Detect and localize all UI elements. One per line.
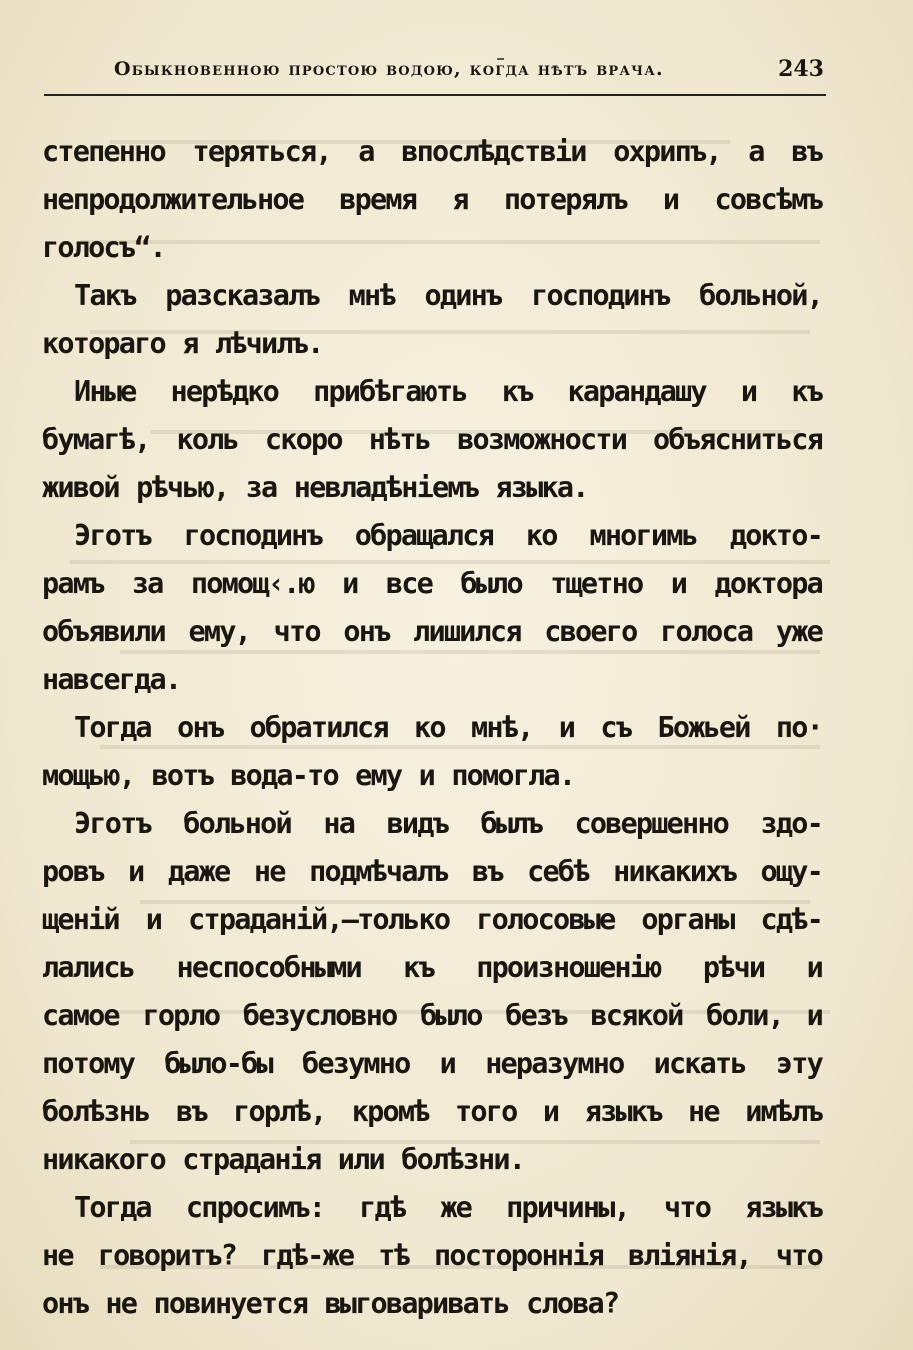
paragraph-start-line: Эготъ больной на видъ былъ совершенно здо- (74, 807, 822, 840)
text-line: котораго я лѣчилъ. (42, 327, 323, 360)
running-title: Обыкновенною простою водою, когда нѣтъ врача. (114, 58, 664, 80)
paragraph-start-line: Иные нерѣдко прибѣгають къ карандашу и къ (74, 375, 822, 408)
text-line: навсегда. (42, 663, 181, 696)
paragraph-start-line: Тогда онъ обратился ко мнѣ, и съ Божьей по· (74, 711, 822, 744)
header-rule (44, 94, 826, 96)
text-line: самое горло безусловно было безъ всякой боли, и (42, 999, 822, 1032)
paragraph-start-line: Такъ разсказалъ мнѣ одинъ господинъ больной, (74, 279, 822, 312)
text-line: степенно теряться, а впослѣдствіи охрипъ, а въ (42, 135, 822, 168)
body-text (42, 128, 822, 1328)
page-header (44, 50, 826, 98)
text-line: мощью, вотъ вода-то ему и помогла. (42, 759, 575, 792)
text-line: не говоритъ? гдѣ-же тѣ постороннія вліянія, что (42, 1239, 822, 1272)
page-number: 243 (778, 56, 824, 82)
text-line: живой рѣчью, за невладѣніемъ языка. (42, 471, 588, 504)
text-line: болѣзнь въ горлѣ, кромѣ того и языкъ не имѣлъ (42, 1095, 822, 1128)
text-line: бумагѣ, коль скоро нѣть возможности объясниться (42, 423, 822, 456)
text-line: никакого страданія или болѣзни. (42, 1143, 525, 1176)
text-line: онъ не повинуется выговаривать слова? (42, 1287, 619, 1320)
text-line: непродолжительное время я потерялъ и совсѣмъ (42, 183, 822, 216)
text-line: лались неспособными къ произношенію рѣчи и (42, 951, 822, 984)
paragraph-start-line: Тогда спросимъ: гдѣ же причины, что языкъ (74, 1191, 822, 1224)
text-line: голосъ“. (42, 231, 165, 264)
text-line: ровъ и даже не подмѣчалъ въ себѣ никакихъ ощу- (42, 855, 822, 888)
text-line: щеній и страданій,—только голосовые органы сдѣ- (42, 903, 822, 936)
text-line: потому было-бы безумно и неразумно искать эту (42, 1047, 822, 1080)
text-line: рамъ за помощ‹.ю и все было тщетно и доктора (42, 567, 822, 600)
text-line: объявили ему, что онъ лишился своего голоса уже (42, 615, 822, 648)
paragraph-start-line: Эготъ господинъ обращался ко многимь докто- (74, 519, 822, 552)
